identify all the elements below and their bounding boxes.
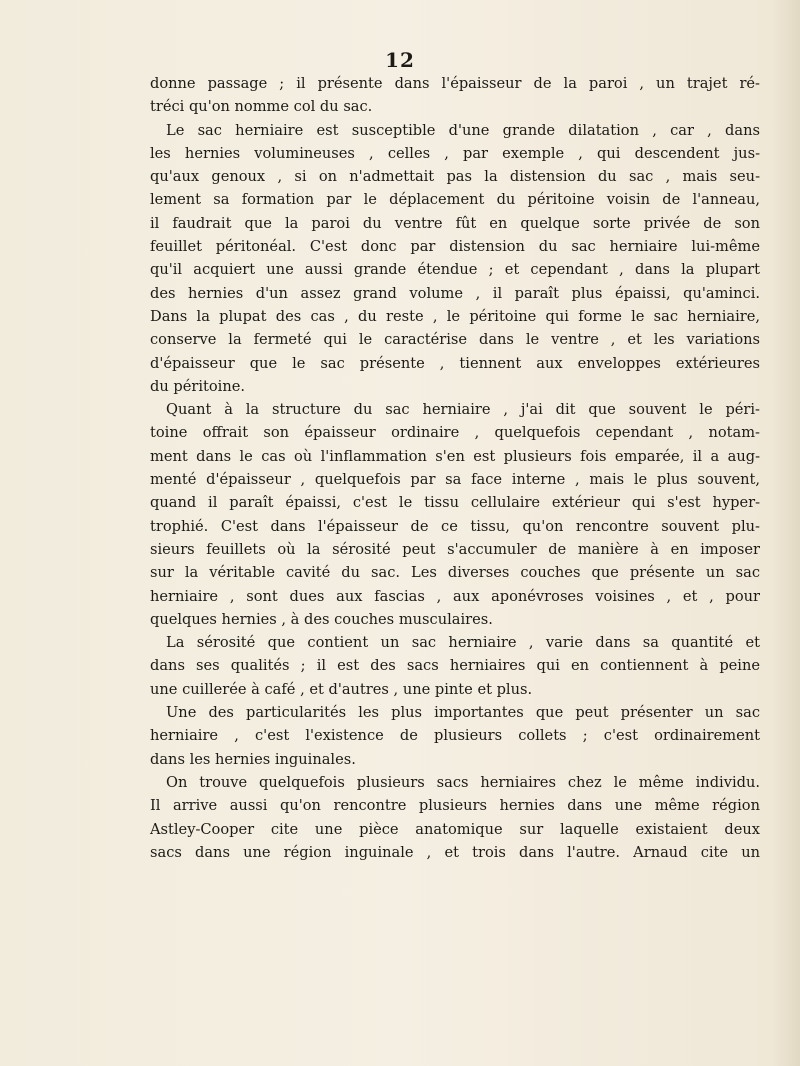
text-line: On trouve quelquefois plusieurs sacs herniaires chez le même individu. (166, 773, 760, 791)
text-line: ment dans le cas où l'inflammation s'en est plusieurs fois emparée, il a aug- (150, 447, 760, 465)
text-line: Astley-Cooper cite une pièce anatomique sur laquelle existaient deux (150, 820, 760, 838)
text-line: du péritoine. (150, 377, 245, 395)
text-line: Il arrive aussi qu'on rencontre plusieurs hernies dans une même région (150, 797, 760, 815)
text-line: Le sac herniaire est susceptible d'une grande dilatation , car , dans (166, 121, 760, 139)
text-line: dans ses qualités ; il est des sacs herniaires qui en contiennent à peine (150, 657, 760, 675)
body-text (150, 72, 760, 864)
text-line: herniaire , c'est l'existence de plusieurs collets ; c'est ordinairement (150, 727, 760, 745)
text-line: sur la véritable cavité du sac. Les diverses couches que présente un sac (150, 564, 760, 582)
text-line: La sérosité que contient un sac herniaire , varie dans sa quantité et (166, 634, 760, 652)
text-line: tréci qu'on nomme col du sac. (150, 98, 373, 116)
text-line: les hernies volumineuses , celles , par exemple , qui descendent jus- (150, 144, 760, 162)
text-line: toine offrait son épaisseur ordinaire , quelquefois cependant , notam- (150, 424, 760, 442)
text-line: il faudrait que la paroi du ventre fût en quelque sorte privée de son (150, 214, 760, 232)
text-line: trophié. C'est dans l'épaisseur de ce tissu, qu'on rencontre souvent plu- (150, 517, 760, 535)
text-line: herniaire , sont dues aux fascias , aux aponévroses voisines , et , pour (150, 587, 760, 605)
text-line: qu'aux genoux , si on n'admettait pas la distension du sac , mais seu- (150, 168, 760, 186)
page-number: 12 (385, 48, 415, 72)
text-line: menté d'épaisseur , quelquefois par sa face interne , mais le plus souvent, (150, 471, 760, 489)
text-line: quelques hernies , à des couches musculaires. (150, 610, 493, 628)
text-line: sacs dans une région inguinale , et trois dans l'autre. Arnaud cite un (150, 843, 760, 861)
text-line: lement sa formation par le déplacement du péritoine voisin de l'anneau, (150, 191, 760, 209)
text-line: des hernies d'un assez grand volume , il paraît plus épaissi, qu'aminci. (150, 284, 760, 302)
page-edge-shadow (772, 0, 800, 1066)
text-line: qu'il acquiert une aussi grande étendue ; et cependant , dans la plupart (150, 261, 760, 279)
text-line: une cuillerée à café , et d'autres , une pinte et plus. (150, 680, 533, 698)
text-line: Quant à la structure du sac herniaire , j'ai dit que souvent le péri- (166, 401, 760, 419)
text-line: dans les hernies inguinales. (150, 750, 356, 768)
text-line: quand il paraît épaissi, c'est le tissu cellulaire extérieur qui s'est hyper- (150, 494, 760, 512)
text-line: donne passage ; il présente dans l'épaisseur de la paroi , un trajet ré- (150, 75, 760, 92)
text-line: feuillet péritonéal. C'est donc par distension du sac herniaire lui-même (150, 238, 760, 256)
text-line: d'épaisseur que le sac présente , tiennent aux enveloppes extérieures (150, 354, 760, 372)
text-line: conserve la fermeté qui le caractérise dans le ventre , et les variations (150, 331, 760, 349)
text-line: sieurs feuillets où la sérosité peut s'accumuler de manière à en imposer (150, 540, 760, 558)
text-line: Dans la plupat des cas , du reste , le péritoine qui forme le sac herniaire, (150, 307, 760, 325)
text-line: Une des particularités les plus importantes que peut présenter un sac (166, 704, 760, 722)
